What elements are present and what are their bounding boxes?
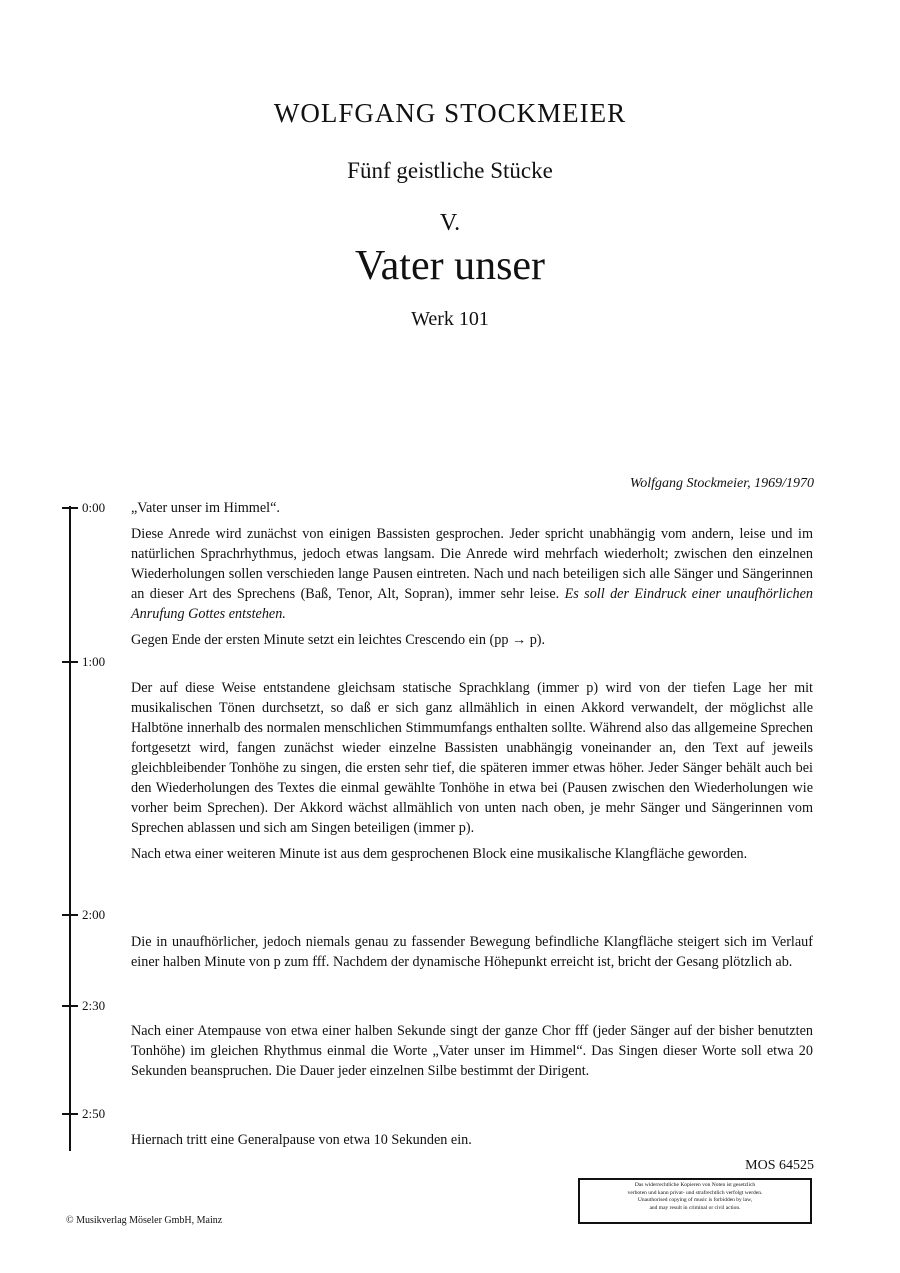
section-paragraph: „Vater unser im Himmel“. <box>131 500 280 516</box>
timeline-axis <box>69 506 71 1151</box>
section-2-50 <box>131 1130 813 1150</box>
notice-line: and may result in criminal or civil action. <box>649 1204 741 1211</box>
timeline-tick <box>62 914 78 916</box>
timeline-tick <box>62 661 78 663</box>
composer-name: WOLFGANG STOCKMEIER <box>273 98 627 128</box>
notice-line: verboten und kann privat- und strafrechtlich verfolgt werden. <box>627 1189 763 1196</box>
section-paragraph: Nach etwa einer weiteren Minute ist aus dem gesprochenen Block eine musikalische Klangfläche geworden. <box>131 846 748 862</box>
notice-line: Das widerrechtliche Kopieren von Noten ist gesetzlich <box>634 1182 756 1188</box>
section-paragraph: Die in unaufhörlicher, jedoch niemals genau zu fassender Bewegung befindliche Klangfläche steigert sich im Verlauf einer halben Minute von p zum fff. Nachdem der dynamische Höhepunkt erreicht ist, bricht der Gesang plötzlich ab. <box>131 934 813 970</box>
section-2-00 <box>131 932 813 972</box>
section-paragraph: Hiernach tritt eine Generalpause von etwa 10 Sekunden ein. <box>131 1132 472 1148</box>
section-1-00 <box>131 678 813 864</box>
section-paragraph <box>131 524 813 624</box>
catalog-number: MOS 64525 <box>745 1158 814 1173</box>
piece-title: Vater unser <box>354 243 546 289</box>
attribution: Wolfgang Stockmeier, 1969/1970 <box>629 476 814 491</box>
timeline-label: 2:00 <box>82 907 106 922</box>
timeline-label: 2:50 <box>82 1106 106 1121</box>
section-paragraph: Gegen Ende der ersten Minute setzt ein leichtes Crescendo ein (pp → p). <box>131 632 546 648</box>
timeline-label: 0:00 <box>82 500 106 515</box>
paragraph-italic: Es soll der Eindruck einer unaufhörlichen Anrufung Gottes entstehen. <box>131 586 814 622</box>
copyright-notice-box <box>578 1178 812 1224</box>
section-paragraph: Nach einer Atempause von etwa einer halben Sekunde singt der ganze Chor fff (jeder Sänger auf der bisher benutzten Tonhöhe) im gleichen Rhythmus einmal die Worte „Vater unser im Himmel“. Das Singen dieser Worte soll etwa 20 Sekunden beanspruchen. Die Dauer jeder einzelnen Silbe bestimmt der Dirigent. <box>131 1023 813 1079</box>
paragraph-text: Diese Anrede wird zunächst von einigen Bassisten gesprochen. Jeder spricht unabhängig vom andern, leise und im natürlichen Sprachrhythmus, jedoch etwas langsam. Die Anrede wird mehrfach wiederholt; zwischen den einzelnen Wiederholungen sollen verschieden lange Pausen eintreten. Nach und nach beteiligen sich alle Sänger und Sängerinnen an dieser Art des Sprechens (Baß, Tenor, Alt, Sopran), immer sehr leise. <box>131 526 813 602</box>
section-paragraph: Der auf diese Weise entstandene gleichsam statische Sprachklang (immer p) wird von der tiefen Lage her mit musikalischen Tönen durchsetzt, so daß er sich ganz allmählich in einen Akkord verwandelt, der möglichst alle Halbtöne innerhalb des normalen menschlichen Stimmumfangs enthalten sollte. Während also das allgemeine Sprechen fortgesetzt wird, fangen zunächst wieder einzelne Bassisten unabhängig voneinander an, den Text auf jeweils gleichbleibender Tonhöhe zu singen, die ersten sehr tief, die späteren immer etwas höher. Jeder Sänger behält auch bei den Wiederholungen des Textes die einmal gewählte Tonhöhe in etwa bei (Pausen zwischen den Wiederholungen wie vorher beim Sprechen). Der Akkord wächst allmählich von unten nach oben, je mehr Sänger und Sängerinnen vom Sprechen ablassen und sich am Singen beteiligen (immer p). <box>131 680 813 836</box>
timeline-label: 1:00 <box>82 654 106 669</box>
piece-number: V. <box>439 210 461 236</box>
timeline-tick <box>62 1113 78 1115</box>
section-2-30 <box>131 1021 813 1081</box>
timeline-tick <box>62 1005 78 1007</box>
notice-line: Unauthorised copying of music is forbidden by law, <box>637 1197 753 1204</box>
opus-number: Werk 101 <box>411 308 489 330</box>
collection-title: Fünf geistliche Stücke <box>347 158 553 183</box>
publisher-copyright: © Musikverlag Möseler GmbH, Mainz <box>66 1215 223 1226</box>
section-0-00 <box>131 498 813 650</box>
timeline-tick <box>62 507 78 509</box>
timeline-label: 2:30 <box>82 998 106 1013</box>
